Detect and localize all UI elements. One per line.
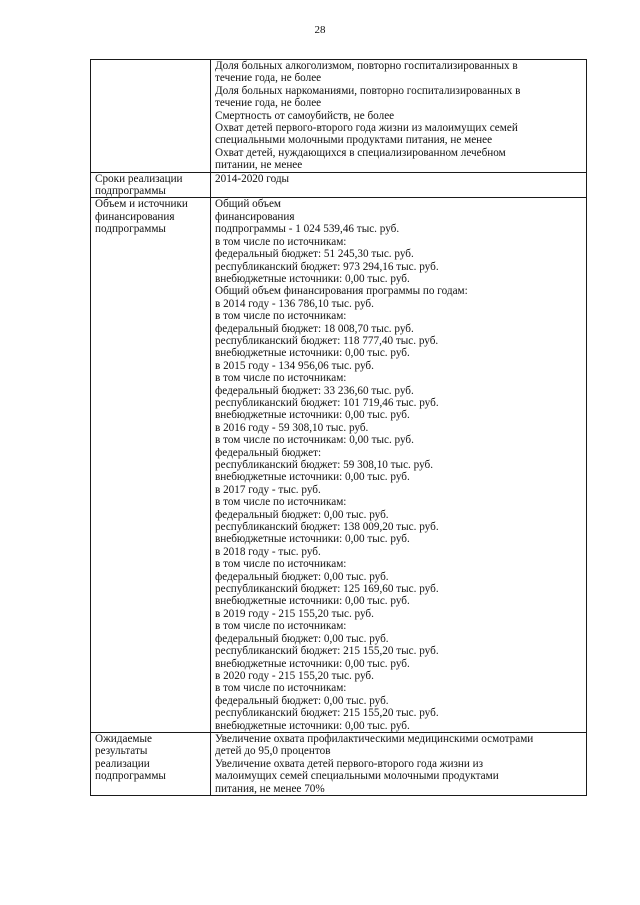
subprogram-passport-table	[90, 59, 587, 796]
row-label-cell	[91, 172, 211, 198]
row-value-line: в 2018 году - тыс. руб.	[215, 545, 321, 558]
row-value-line: внебюджетные источники: 0,00 тыс. руб.	[215, 719, 410, 732]
row-value-line: в 2017 году - тыс. руб.	[215, 483, 321, 496]
row-value-line: федеральный бюджет:	[215, 446, 322, 459]
row-value-line: Увеличение охвата детей первого-второго года жизни из	[215, 757, 484, 770]
row-label-line: Сроки реализации	[95, 172, 183, 185]
row-value-line: федеральный бюджет: 51 245,30 тыс. руб.	[215, 248, 414, 261]
row-value-line: подпрограммы - 1 024 539,46 тыс. руб.	[215, 223, 400, 236]
row-value-line: внебюджетные источники: 0,00 тыс. руб.	[215, 595, 410, 608]
row-value-line: Смертность от самоубийств, не более	[215, 109, 395, 122]
row-value-line: детей до 95,0 процентов	[215, 745, 331, 758]
row-value-line: течение года, не более	[215, 97, 322, 110]
row-value-line: Увеличение охвата профилактическими медицинскими осмотрами	[215, 732, 534, 745]
row-value-cell	[211, 60, 587, 173]
implementation-period-row	[91, 172, 587, 198]
row-value-line: в том числе по источникам:	[215, 558, 347, 571]
row-value-line: течение года, не более	[215, 72, 322, 85]
row-label-line: результаты	[95, 745, 148, 758]
row-value-line: республиканский бюджет: 215 155,20 тыс. руб.	[215, 707, 439, 720]
row-value-line: в 2016 году - 59 308,10 тыс. руб.	[215, 421, 369, 434]
row-value-line: республиканский бюджет: 118 777,40 тыс. руб.	[215, 334, 439, 347]
row-value-line: в том числе по источникам:	[215, 310, 347, 323]
expected-results-row	[91, 732, 587, 795]
row-label-line: финансирования	[95, 210, 175, 223]
row-label-cell	[91, 732, 211, 795]
row-value-line: федеральный бюджет: 33 236,60 тыс. руб.	[215, 384, 414, 397]
row-value-cell	[211, 172, 587, 198]
row-value-line: Общий объем	[215, 198, 281, 211]
row-label-line: подпрограммы	[95, 185, 166, 198]
funding-row	[91, 198, 587, 732]
row-value-line: в 2014 году - 136 786,10 тыс. руб.	[215, 297, 374, 310]
row-value-cell	[211, 732, 587, 795]
row-value-line: в том числе по источникам:	[215, 235, 347, 248]
row-value-line: в том числе по источникам:	[215, 682, 347, 695]
row-value-line: в том числе по источникам:	[215, 496, 347, 509]
row-label-cell	[91, 60, 211, 173]
row-value-line: в 2020 году - 215 155,20 тыс. руб.	[215, 669, 374, 682]
row-value-line: внебюджетные источники: 0,00 тыс. руб.	[215, 533, 410, 546]
row-value-line: федеральный бюджет: 18 008,70 тыс. руб.	[215, 322, 414, 335]
row-value-line: в том числе по источникам:	[215, 620, 347, 633]
page-number: 28	[314, 24, 326, 36]
row-value-line: Доля больных алкоголизмом, повторно госпитализированных в	[215, 60, 518, 72]
row-value-line: питания, не менее 70%	[215, 782, 325, 795]
row-value-line: в 2015 году - 134 956,06 тыс. руб.	[215, 359, 374, 372]
row-value-line: 2014-2020 годы	[215, 172, 290, 185]
row-value-line: внебюджетные источники: 0,00 тыс. руб.	[215, 471, 410, 484]
row-value-cell	[211, 198, 587, 732]
row-value-line: Охват детей, нуждающихся в специализированном лечебном	[215, 146, 506, 159]
row-value-line: Доля больных наркоманиями, повторно госпитализированных в	[215, 84, 521, 97]
row-value-line: внебюджетные источники: 0,00 тыс. руб.	[215, 347, 410, 360]
row-value-line: республиканский бюджет: 138 009,20 тыс. руб.	[215, 521, 439, 534]
row-value-line: внебюджетные источники: 0,00 тыс. руб.	[215, 657, 410, 670]
row-value-line: республиканский бюджет: 215 155,20 тыс. руб.	[215, 645, 439, 658]
row-value-line: республиканский бюджет: 59 308,10 тыс. руб.	[215, 459, 434, 471]
row-label-line: подпрограммы	[95, 770, 166, 783]
row-value-line: в том числе по источникам:	[215, 372, 347, 385]
indicators-row	[91, 60, 587, 173]
row-value-line: в том числе по источникам: 0,00 тыс. руб.	[215, 434, 414, 447]
row-value-line: Общий объем финансирования программы по годам:	[215, 285, 468, 298]
row-label-line: Ожидаемые	[95, 732, 152, 745]
row-value-line: внебюджетные источники: 0,00 тыс. руб.	[215, 409, 410, 422]
row-value-line: федеральный бюджет: 0,00 тыс. руб.	[215, 694, 389, 707]
row-label-line: Объем и источники	[95, 198, 188, 211]
row-label-line: реализации	[95, 757, 150, 770]
row-value-line: малоимущих семей специальными молочными продуктами	[215, 770, 499, 783]
row-value-line: финансирования	[215, 210, 295, 223]
row-value-line: Охват детей первого-второго года жизни из малоимущих семей	[215, 122, 518, 135]
row-value-line: специальными молочными продуктами питания, не менее	[215, 134, 493, 147]
row-value-line: республиканский бюджет: 101 719,46 тыс. руб.	[215, 396, 439, 409]
row-value-line: федеральный бюджет: 0,00 тыс. руб.	[215, 632, 389, 645]
row-value-line: федеральный бюджет: 0,00 тыс. руб.	[215, 570, 389, 583]
row-value-line: в 2019 году - 215 155,20 тыс. руб.	[215, 607, 374, 620]
row-value-line: федеральный бюджет: 0,00 тыс. руб.	[215, 508, 389, 521]
row-label-cell	[91, 198, 211, 732]
row-value-line: республиканский бюджет: 973 294,16 тыс. руб.	[215, 260, 439, 273]
row-value-line: внебюджетные источники: 0,00 тыс. руб.	[215, 272, 410, 285]
row-value-line: республиканский бюджет: 125 169,60 тыс. руб.	[215, 583, 439, 596]
row-label-line: подпрограммы	[95, 223, 166, 236]
row-value-line: питании, не менее	[215, 159, 303, 172]
